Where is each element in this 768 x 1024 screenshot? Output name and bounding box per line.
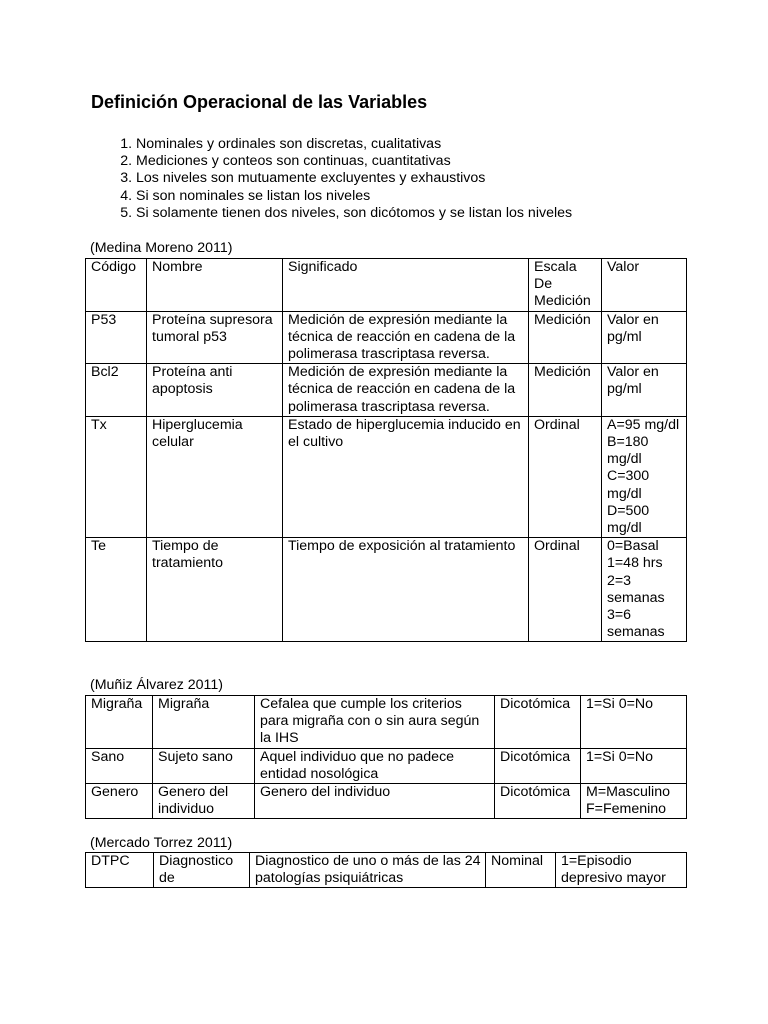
table-cell: Medición — [529, 311, 602, 364]
table-cell: DTPC — [86, 853, 154, 888]
table-cell: P53 — [86, 311, 147, 364]
table-row — [86, 538, 687, 642]
table-cell: Sano — [86, 748, 153, 783]
table-row — [86, 784, 687, 819]
table-row — [86, 416, 687, 537]
table-cell: Dicotómica — [495, 696, 581, 749]
header-cell: Escala De Medición — [529, 259, 602, 312]
section-caption: (Medina Moreno 2011) — [90, 240, 233, 256]
table-cell: Cefalea que cumple los criterios para migraña con o sin aura según la IHS — [255, 696, 495, 749]
list-item: 4. Si son nominales se listan los niveles — [136, 188, 572, 205]
table-cell: Diagnostico de — [154, 853, 250, 888]
table-cell: Proteína supresora tumoral p53 — [147, 311, 283, 364]
table-cell: Diagnostico de uno o más de las 24 patologías psiquiátricas — [250, 853, 486, 888]
section-caption: (Muñiz Álvarez 2011) — [90, 677, 223, 693]
table-cell: Ordinal — [529, 416, 602, 537]
table-cell: Migraña — [86, 696, 153, 749]
table-cell: Dicotómica — [495, 784, 581, 819]
table-cell: Medición de expresión mediante la técnica de reacción en cadena de la polimerasa trascriptasa reversa. — [283, 364, 529, 417]
table-cell: Sujeto sano — [153, 748, 255, 783]
table-cell: Ordinal — [529, 538, 602, 642]
variables-table-muniz — [85, 695, 687, 819]
table-cell: 0=Basal 1=48 hrs 2=3 semanas 3=6 semanas — [602, 538, 687, 642]
table-cell: Genero — [86, 784, 153, 819]
table-cell: Tiempo de exposición al tratamiento — [283, 538, 529, 642]
table-row — [86, 696, 687, 749]
table-cell: Hiperglucemia celular — [147, 416, 283, 537]
table-cell: Migraña — [153, 696, 255, 749]
table-cell: Tx — [86, 416, 147, 537]
table-cell: A=95 mg/dl B=180 mg/dl C=300 mg/dl D=500 mg/dl — [602, 416, 687, 537]
header-cell: Código — [86, 259, 147, 312]
table-cell: Bcl2 — [86, 364, 147, 417]
table-cell: Dicotómica — [495, 748, 581, 783]
list-item: 1. Nominales y ordinales son discretas, cualitativas — [136, 136, 572, 153]
table-cell: Aquel individuo que no padece entidad nosológica — [255, 748, 495, 783]
section-caption: (Mercado Torrez 2011) — [90, 835, 233, 851]
table-cell: M=Masculino F=Femenino — [581, 784, 687, 819]
table-cell: Medición — [529, 364, 602, 417]
table-cell: 1=Si 0=No — [581, 696, 687, 749]
table-header-row — [86, 259, 687, 312]
table-cell: Te — [86, 538, 147, 642]
table-cell: Tiempo de tratamiento — [147, 538, 283, 642]
list-item: 2. Mediciones y conteos son continuas, cuantitativas — [136, 153, 572, 170]
table-row — [86, 853, 687, 888]
header-cell: Valor — [602, 259, 687, 312]
table-cell: Estado de hiperglucemia inducido en el cultivo — [283, 416, 529, 537]
table-row — [86, 364, 687, 417]
table-cell: Proteína anti apoptosis — [147, 364, 283, 417]
list-item: 3. Los niveles son mutuamente excluyentes y exhaustivos — [136, 170, 572, 187]
definition-list — [90, 136, 572, 222]
header-cell: Significado — [283, 259, 529, 312]
table-cell: Medición de expresión mediante la técnica de reacción en cadena de la polimerasa trascriptasa reversa. — [283, 311, 529, 364]
table-row — [86, 748, 687, 783]
table-cell: 1=Si 0=No — [581, 748, 687, 783]
variables-table-mercado — [85, 852, 687, 888]
table-cell: Valor en pg/ml — [602, 311, 687, 364]
variables-table-medina — [85, 258, 687, 642]
page-title: Definición Operacional de las Variables — [91, 92, 428, 112]
list-item: 5. Si solamente tienen dos niveles, son dicótomos y se listan los niveles — [136, 205, 572, 222]
table-cell: Genero del individuo — [255, 784, 495, 819]
header-cell: Nombre — [147, 259, 283, 312]
table-row — [86, 311, 687, 364]
table-cell: Valor en pg/ml — [602, 364, 687, 417]
table-cell: Nominal — [486, 853, 556, 888]
table-cell: 1=Episodio depresivo mayor — [556, 853, 687, 888]
table-cell: Genero del individuo — [153, 784, 255, 819]
